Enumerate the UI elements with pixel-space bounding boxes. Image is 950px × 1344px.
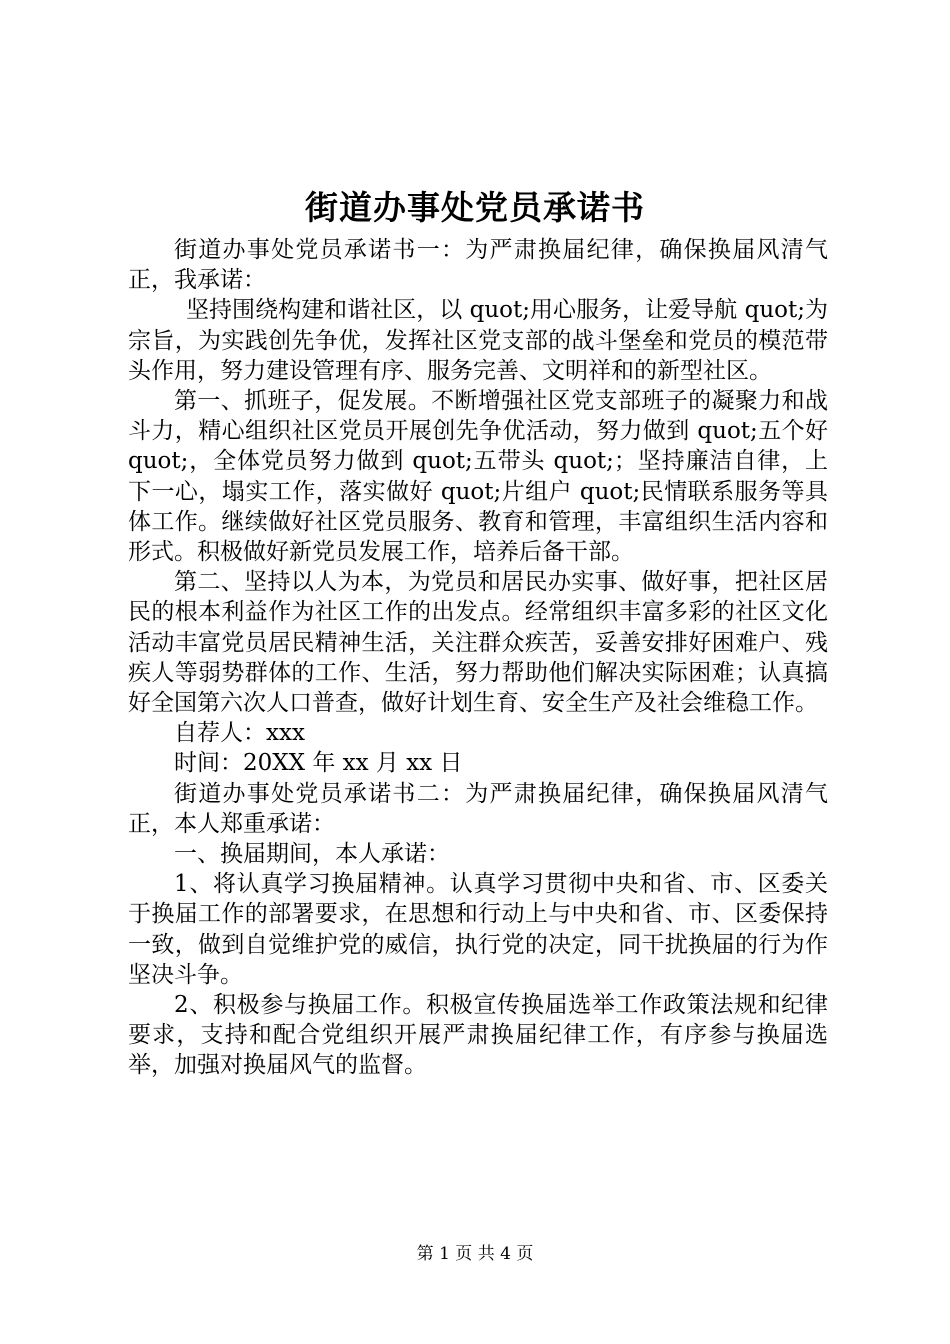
paragraph-second-point: 第二、坚持以人为本，为党员和居民办实事、做好事，把社区居民的根本利益作为社区工作的出发点。经常组织丰富多彩的社区文化活动丰富党员居民精神生活，关注群众疾苦，妥善安排好困难户、残疾人等弱势群体的工作、生活，努力帮助他们解决实际困难；认真搞好全国第六次人口普查，做好计划生育、安全生产及社会维稳工作。 <box>128 569 828 717</box>
paragraph-purpose: 坚持围绕构建和谐社区，以 quot;用心服务，让爱导航 quot;为宗旨，为实践创先争优，发挥社区党支部的战斗堡垒和党员的模范带头作用，努力建设管理有序、服务完善、文明祥和的新型社区。 <box>128 297 828 384</box>
paragraph-intro-1: 街道办事处党员承诺书一：为严肃换届纪律，确保换届风清气正，我承诺： <box>128 237 828 294</box>
paragraph-first-point: 第一、抓班子，促发展。不断增强社区党支部班子的凝聚力和战斗力，精心组织社区党员开展创先争优活动，努力做到 quot;五个好 quot;，全体党员努力做到 quot;五带头 quot;；坚持廉洁自律，上下一心，塌实工作，落实做好 quot;片组户 quot;民情联系服务等具体工作。继续做好社区党员服务、教育和管理，丰富组织生活内容和形式。积极做好新党员发展工作，培养后备干部。 <box>128 388 828 566</box>
document-body <box>128 235 828 1081</box>
document-title: 街道办事处党员承诺书 <box>305 188 645 227</box>
section-heading-during-election: 一、换届期间，本人承诺： <box>174 841 450 868</box>
list-item-1: 1、将认真学习换届精神。认真学习贯彻中央和省、市、区委关于换届工作的部署要求，在思想和行动上与中央和省、市、区委保持一致，做到自觉维护党的威信，执行党的决定，同干扰换届的行为作坚决斗争。 <box>128 871 828 988</box>
paragraph-intro-2: 街道办事处党员承诺书二：为严肃换届纪律，确保换届风清气正，本人郑重承诺： <box>128 780 828 837</box>
signature-date: 时间：20XX 年 xx 月 xx 日 <box>174 750 463 777</box>
list-item-2: 2、积极参与换届工作。积极宣传换届选举工作政策法规和纪律要求，支持和配合党组织开展严肃换届纪律工作，有序参与换届选举，加强对换届风气的监督。 <box>128 992 828 1079</box>
signature-self-recommender: 自荐人：xxx <box>174 720 305 747</box>
page-number-footer: 第 1 页 共 4 页 <box>416 1244 534 1264</box>
